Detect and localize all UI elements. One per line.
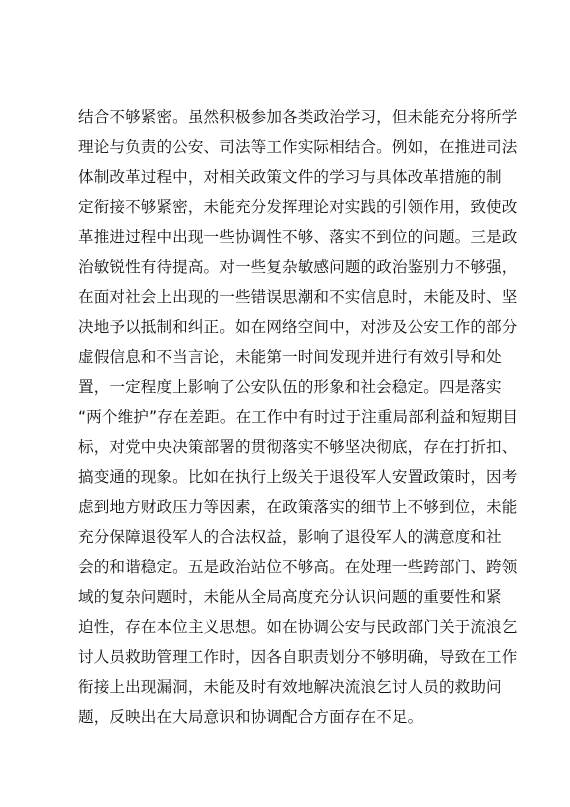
text-line: 域的复杂问题时，未能从全局高度充分认识问题的重要性和紧	[78, 588, 502, 606]
text-line: “两个维护”存在差距。在工作中有时过于注重局部利益和短期目	[78, 408, 519, 426]
text-line: 革推进过程中出现一些协调性不够、落实不到位的问题。三是政	[78, 228, 518, 246]
text-line: 衔接上出现漏洞，未能及时有效地解决流浪乞讨人员的救助问	[78, 678, 502, 696]
text-line: 治敏锐性有待提高。对一些复杂敏感问题的政治鉴别力不够强，	[78, 258, 518, 276]
text-line: 充分保障退役军人的合法权益，影响了退役军人的满意度和社	[78, 528, 502, 546]
text-line: 在面对社会上出现的一些错误思潮和不实信息时，未能及时、坚	[78, 288, 518, 306]
text-line: 体制改革过程中，对相关政策文件的学习与具体改革措施的制	[78, 168, 502, 186]
text-line: 理论与负责的公安、司法等工作实际相结合。例如，在推进司法	[78, 138, 518, 156]
text-line: 会的和谐稳定。五是政治站位不够高。在处理一些跨部门、跨领	[78, 558, 518, 576]
text-line: 虚假信息和不当言论，未能第一时间发现并进行有效引导和处	[78, 348, 502, 366]
text-line: 结合不够紧密。虽然积极参加各类政治学习，但未能充分将所学	[78, 108, 518, 126]
text-line: 决地予以抵制和纠正。如在网络空间中，对涉及公安工作的部分	[78, 318, 518, 336]
text-line: 题，反映出在大局意识和协调配合方面存在不足。	[78, 708, 424, 726]
text-line: 定衔接不够紧密，未能充分发挥理论对实践的引领作用，致使改	[78, 198, 518, 216]
text-line: 讨人员救助管理工作时，因各自职责划分不够明确，导致在工作	[78, 648, 518, 666]
text-line: 标，对党中央决策部署的贯彻落实不够坚决彻底，存在打折扣、	[78, 438, 518, 456]
body-paragraph	[78, 102, 519, 732]
text-line: 迫性，存在本位主义思想。如在协调公安与民政部门关于流浪乞	[78, 618, 518, 636]
text-line: 虑到地方财政压力等因素，在政策落实的细节上不够到位，未能	[78, 498, 518, 516]
text-line: 置，一定程度上影响了公安队伍的形象和社会稳定。四是落实	[78, 378, 502, 396]
text-line: 搞变通的现象。比如在执行上级关于退役军人安置政策时，因考	[78, 468, 518, 486]
